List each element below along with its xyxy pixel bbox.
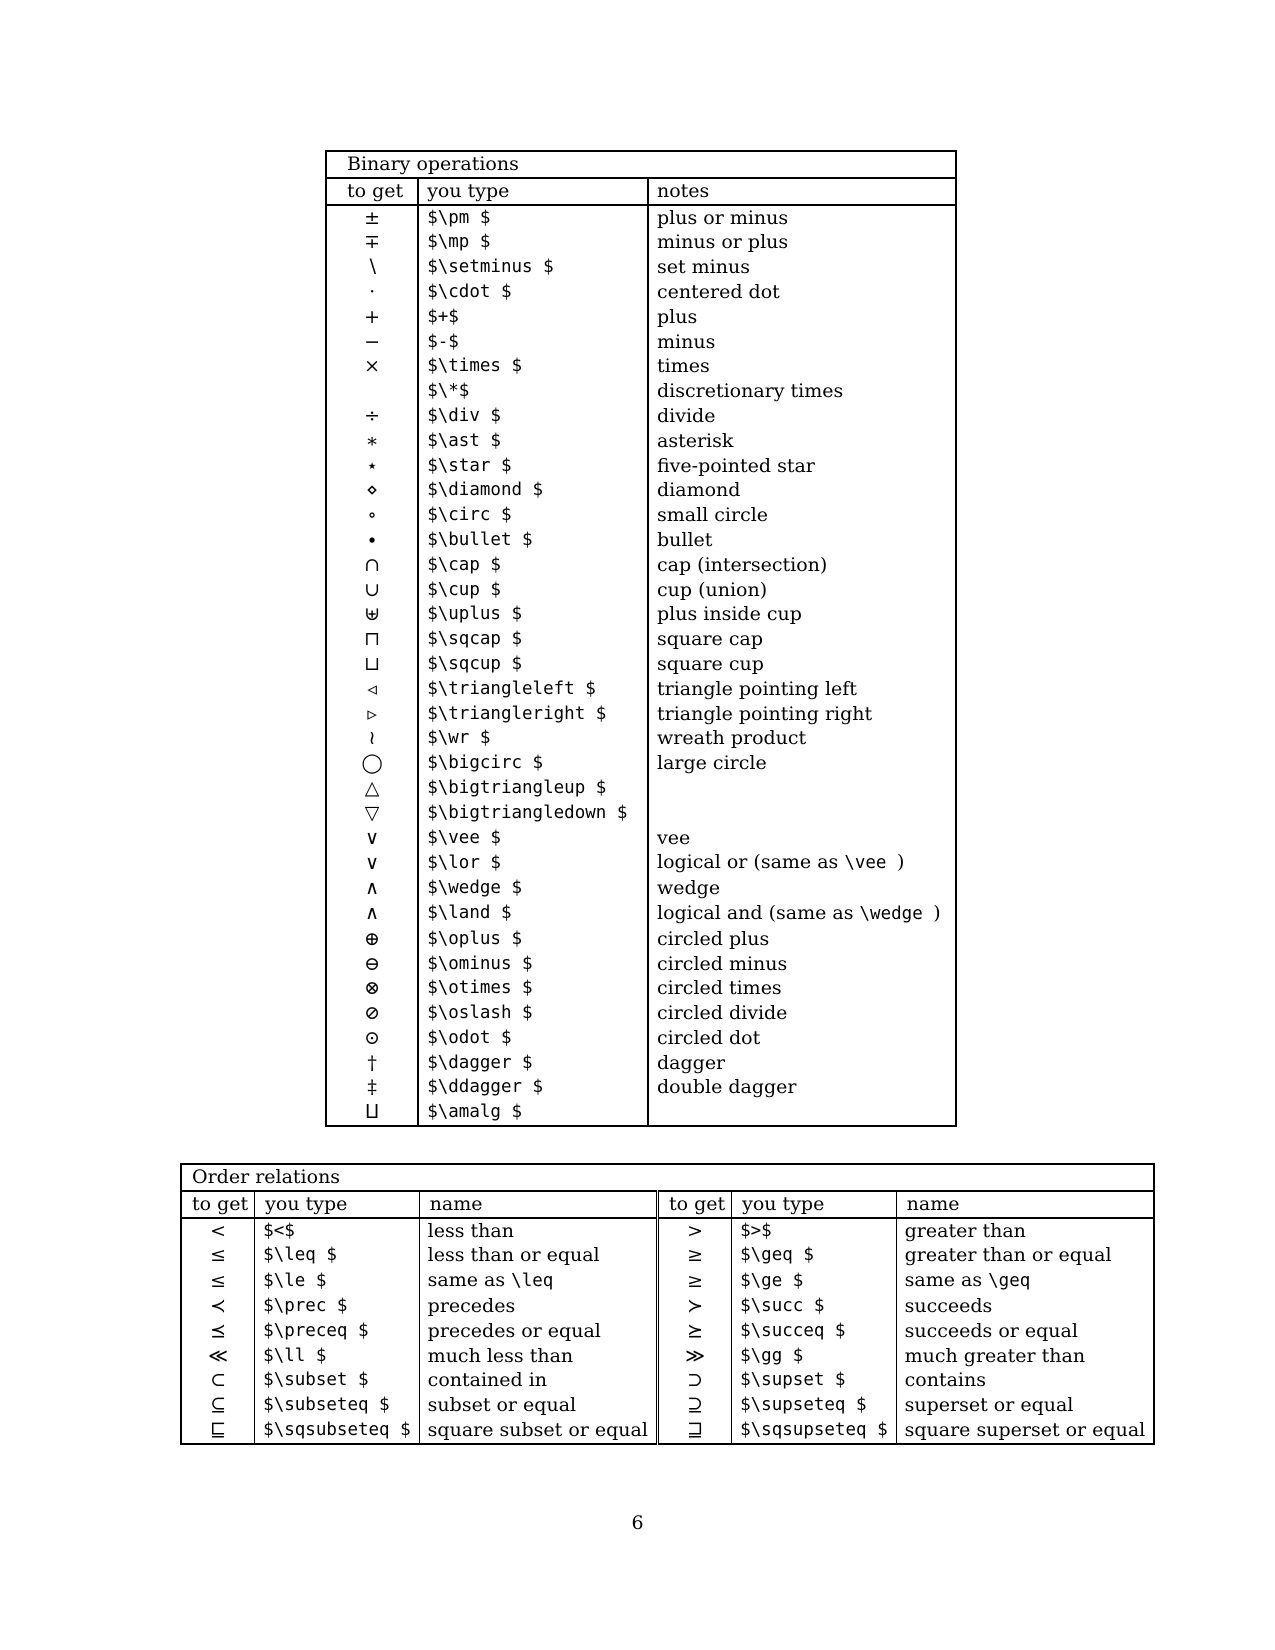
order-relations-body (181, 1218, 1154, 1444)
note: bullet (657, 528, 713, 551)
symbol: ▹ (326, 702, 418, 727)
symbol-left: ≪ (181, 1344, 255, 1369)
table-row (326, 429, 956, 454)
name-right: greater than (904, 1219, 1026, 1242)
latex-code: $\star $ (418, 454, 648, 479)
name-left (419, 1268, 657, 1294)
note-text: logical or (same as (657, 851, 845, 874)
table-row (326, 726, 956, 751)
symbol-right: ≻ (657, 1294, 731, 1319)
latex-code: $\div $ (418, 404, 648, 429)
symbol: + (326, 305, 418, 330)
latex-code: $\circ $ (418, 503, 648, 528)
latex-code: $\vee $ (418, 826, 648, 851)
table-row (326, 801, 956, 826)
table-row (181, 1243, 1154, 1268)
table-row (326, 255, 956, 280)
table-row (326, 404, 956, 429)
name-right: greater than or equal (904, 1244, 1112, 1267)
table-row (326, 553, 956, 578)
latex-code: $\sqcup $ (418, 652, 648, 677)
binary-operations-body (326, 205, 956, 1126)
symbol: ⊔ (326, 652, 418, 677)
symbol: ⊗ (326, 976, 418, 1001)
symbol: ▽ (326, 801, 418, 826)
latex-code: $\cap $ (418, 553, 648, 578)
note: dagger (657, 1051, 726, 1074)
latex-code: $\ddagger $ (418, 1075, 648, 1100)
latex-code: $\*$ (418, 379, 648, 404)
column-header-you-type: you type (732, 1191, 897, 1218)
symbol: ± (326, 205, 418, 231)
symbol: × (326, 354, 418, 379)
latex-code-left: $\le $ (255, 1268, 420, 1294)
table-row (326, 354, 956, 379)
table-row (326, 627, 956, 652)
column-header-to-get: to get (657, 1191, 731, 1218)
table-row (326, 454, 956, 479)
page-number: 6 (631, 1512, 644, 1534)
latex-code-right: $\gg $ (732, 1344, 897, 1369)
order-relations-table (180, 1163, 1155, 1445)
note-text-end: ) (897, 851, 905, 874)
note: circled times (657, 977, 782, 1000)
latex-code: $\wr $ (418, 726, 648, 751)
note: large circle (657, 752, 767, 775)
name-right: much greater than (904, 1344, 1086, 1367)
note: plus or minus (657, 206, 789, 229)
note: circled divide (657, 1002, 788, 1025)
table-row (181, 1294, 1154, 1319)
latex-code: $\lor $ (418, 850, 648, 876)
note: circled dot (657, 1026, 761, 1049)
latex-code: $\times $ (418, 354, 648, 379)
table-row (326, 280, 956, 305)
symbol: ∩ (326, 553, 418, 578)
note: minus or plus (657, 231, 789, 254)
table-title: Binary operations (326, 151, 956, 178)
table-row (326, 528, 956, 553)
symbol-left: ≺ (181, 1294, 255, 1319)
note: square cup (657, 652, 764, 675)
note (648, 850, 956, 876)
latex-code: $\bullet $ (418, 528, 648, 553)
note: diamond (657, 479, 741, 502)
latex-code: $\diamond $ (418, 478, 648, 503)
table-row (326, 602, 956, 627)
symbol: ⨿ (326, 1100, 418, 1126)
latex-code: $-$ (418, 330, 648, 355)
table-row (326, 330, 956, 355)
table-row (326, 976, 956, 1001)
table-row (326, 1100, 956, 1126)
table-row (181, 1268, 1154, 1294)
latex-code: $\land $ (418, 901, 648, 927)
note: wreath product (657, 727, 807, 750)
note (648, 901, 956, 927)
symbol: ≀ (326, 726, 418, 751)
symbol-right: ≥ (657, 1243, 731, 1268)
column-header-name: name (419, 1191, 657, 1218)
note: minus (657, 330, 716, 353)
latex-code: $\cdot $ (418, 280, 648, 305)
table-row (181, 1344, 1154, 1369)
symbol: − (326, 330, 418, 355)
note (648, 1100, 956, 1126)
latex-code-left: $\subseteq $ (255, 1393, 420, 1418)
name-left: precedes (419, 1294, 657, 1319)
latex-code: $\bigcirc $ (418, 751, 648, 776)
symbol-right: ⊃ (657, 1368, 731, 1393)
latex-code: $\amalg $ (418, 1100, 648, 1126)
table-row (326, 876, 956, 901)
symbol: ⊘ (326, 1001, 418, 1026)
symbol-left: < (181, 1218, 255, 1244)
latex-code-right: $\succeq $ (732, 1319, 897, 1344)
table-row (326, 379, 956, 404)
symbol-right: ≫ (657, 1344, 731, 1369)
symbol: ⊙ (326, 1026, 418, 1051)
symbol: ∘ (326, 503, 418, 528)
symbol: ∪ (326, 578, 418, 603)
latex-code-left: $\prec $ (255, 1294, 420, 1319)
latex-code-left: $\leq $ (255, 1243, 420, 1268)
note: plus inside cup (657, 603, 802, 626)
note-code: \leq (511, 1271, 554, 1292)
note-text: same as (427, 1269, 512, 1292)
table-row (326, 776, 956, 801)
symbol-right: > (657, 1218, 731, 1244)
column-header-to-get: to get (181, 1191, 255, 1218)
table-row (326, 205, 956, 231)
symbol: ∨ (326, 850, 418, 876)
binary-operations-table (325, 150, 957, 1127)
latex-code: $\dagger $ (418, 1051, 648, 1076)
latex-code: $\wedge $ (418, 876, 648, 901)
name-left: subset or equal (419, 1393, 657, 1418)
symbol: ⊓ (326, 627, 418, 652)
name-left: contained in (419, 1368, 657, 1393)
latex-code: $\ast $ (418, 429, 648, 454)
table-row (326, 230, 956, 255)
latex-code-right: $\supseteq $ (732, 1393, 897, 1418)
latex-code: $\setminus $ (418, 255, 648, 280)
symbol: · (326, 280, 418, 305)
latex-code-right: $\sqsupseteq $ (732, 1418, 897, 1444)
table-row (326, 1051, 956, 1076)
symbol: ◯ (326, 751, 418, 776)
symbol: ∧ (326, 901, 418, 927)
latex-code: $\uplus $ (418, 602, 648, 627)
note-text: same as (904, 1269, 989, 1292)
table-row (326, 652, 956, 677)
note: circled plus (657, 927, 770, 950)
table-row (181, 1393, 1154, 1418)
note: cup (union) (657, 578, 768, 601)
table-row (326, 850, 956, 876)
symbol: ÷ (326, 404, 418, 429)
symbol: ⋆ (326, 454, 418, 479)
name-left: square subset or equal (419, 1418, 657, 1444)
latex-code: $\ominus $ (418, 952, 648, 977)
note: five-pointed star (657, 454, 815, 477)
note: triangle pointing right (657, 702, 873, 725)
table-row (326, 1001, 956, 1026)
note: square cap (657, 628, 763, 651)
symbol-left: ⪯ (181, 1319, 255, 1344)
table-row (326, 305, 956, 330)
name-right: contains (904, 1369, 986, 1392)
name-left: precedes or equal (419, 1319, 657, 1344)
latex-code: $\sqcap $ (418, 627, 648, 652)
symbol-right: ≥ (657, 1268, 731, 1294)
symbol: ⊕ (326, 927, 418, 952)
symbol: ⋄ (326, 478, 418, 503)
note: circled minus (657, 952, 788, 975)
latex-code-right: $\supset $ (732, 1368, 897, 1393)
table-row (326, 927, 956, 952)
symbol-left: ⊂ (181, 1368, 255, 1393)
symbol-left: ≤ (181, 1243, 255, 1268)
latex-code: $\bigtriangledown $ (418, 801, 648, 826)
symbol: ∧ (326, 876, 418, 901)
name-right: succeeds (904, 1294, 993, 1317)
name-right: square superset or equal (904, 1418, 1146, 1441)
latex-code: $+$ (418, 305, 648, 330)
latex-code: $\oplus $ (418, 927, 648, 952)
symbol: ∗ (326, 429, 418, 454)
table-row (326, 751, 956, 776)
name-right (896, 1268, 1154, 1294)
latex-code-right: $\geq $ (732, 1243, 897, 1268)
note: triangle pointing left (657, 677, 857, 700)
note-text-end: ) (933, 901, 941, 924)
latex-code-right: $\succ $ (732, 1294, 897, 1319)
latex-code-left: $\preceq $ (255, 1319, 420, 1344)
name-left: less than (419, 1218, 657, 1244)
latex-code: $\pm $ (418, 205, 648, 231)
table-row (326, 1026, 956, 1051)
column-header-you-type: you type (255, 1191, 420, 1218)
symbol-left: ⊑ (181, 1418, 255, 1444)
symbol: ◃ (326, 677, 418, 702)
column-header-to-get: to get (326, 178, 418, 205)
latex-code: $\cup $ (418, 578, 648, 603)
note (648, 776, 956, 801)
symbol-left: ≤ (181, 1268, 255, 1294)
note: discretionary times (657, 380, 844, 403)
latex-code: $\mp $ (418, 230, 648, 255)
table-row (326, 826, 956, 851)
latex-code-left: $\ll $ (255, 1344, 420, 1369)
table-row (181, 1418, 1154, 1444)
symbol: ∙ (326, 528, 418, 553)
note: divide (657, 404, 716, 427)
table-row (326, 901, 956, 927)
table-row (181, 1218, 1154, 1244)
latex-code: $\oslash $ (418, 1001, 648, 1026)
table-row (326, 702, 956, 727)
note-code: \vee (844, 853, 897, 874)
symbol-right: ⊒ (657, 1418, 731, 1444)
note-text: logical and (same as (657, 901, 860, 924)
symbol: ⊖ (326, 952, 418, 977)
latex-code-right: $>$ (732, 1218, 897, 1244)
latex-code-left: $\sqsubseteq $ (255, 1418, 420, 1444)
note-code: \wedge (859, 903, 934, 924)
note: centered dot (657, 280, 780, 303)
note: vee (657, 826, 691, 849)
table-row (181, 1319, 1154, 1344)
table-row (326, 677, 956, 702)
name-right: superset or equal (904, 1394, 1074, 1417)
table-row (326, 478, 956, 503)
table-row (326, 503, 956, 528)
symbol-right: ⪰ (657, 1319, 731, 1344)
table-row (326, 578, 956, 603)
name-right: succeeds or equal (904, 1319, 1078, 1342)
latex-code: $\triangleleft $ (418, 677, 648, 702)
latex-code-right: $\ge $ (732, 1268, 897, 1294)
column-header-you-type: you type (418, 178, 648, 205)
note (648, 801, 956, 826)
note: wedge (657, 877, 721, 900)
latex-code: $\bigtriangleup $ (418, 776, 648, 801)
symbol: † (326, 1051, 418, 1076)
latex-code-left: $\subset $ (255, 1368, 420, 1393)
table-row (326, 1075, 956, 1100)
column-header-notes: notes (648, 178, 956, 205)
latex-code: $\otimes $ (418, 976, 648, 1001)
symbol: ∖ (326, 255, 418, 280)
symbol (326, 379, 418, 404)
latex-code: $\triangleright $ (418, 702, 648, 727)
symbol-left: ⊆ (181, 1393, 255, 1418)
symbol: ⊎ (326, 602, 418, 627)
latex-code: $\odot $ (418, 1026, 648, 1051)
column-header-name: name (896, 1191, 1154, 1218)
note: cap (intersection) (657, 553, 828, 576)
symbol: ∓ (326, 230, 418, 255)
table-row (181, 1368, 1154, 1393)
note: plus (657, 305, 698, 328)
symbol: ∨ (326, 826, 418, 851)
note: small circle (657, 504, 769, 527)
name-left: much less than (419, 1344, 657, 1369)
symbol: △ (326, 776, 418, 801)
note: double dagger (657, 1076, 797, 1099)
note-code: \geq (988, 1271, 1031, 1292)
table-title: Order relations (181, 1164, 1154, 1191)
name-left: less than or equal (419, 1243, 657, 1268)
symbol: ‡ (326, 1075, 418, 1100)
note: set minus (657, 256, 750, 279)
note: times (657, 355, 710, 378)
table-row (326, 952, 956, 977)
note: asterisk (657, 429, 734, 452)
symbol-right: ⊇ (657, 1393, 731, 1418)
latex-code-left: $<$ (255, 1218, 420, 1244)
